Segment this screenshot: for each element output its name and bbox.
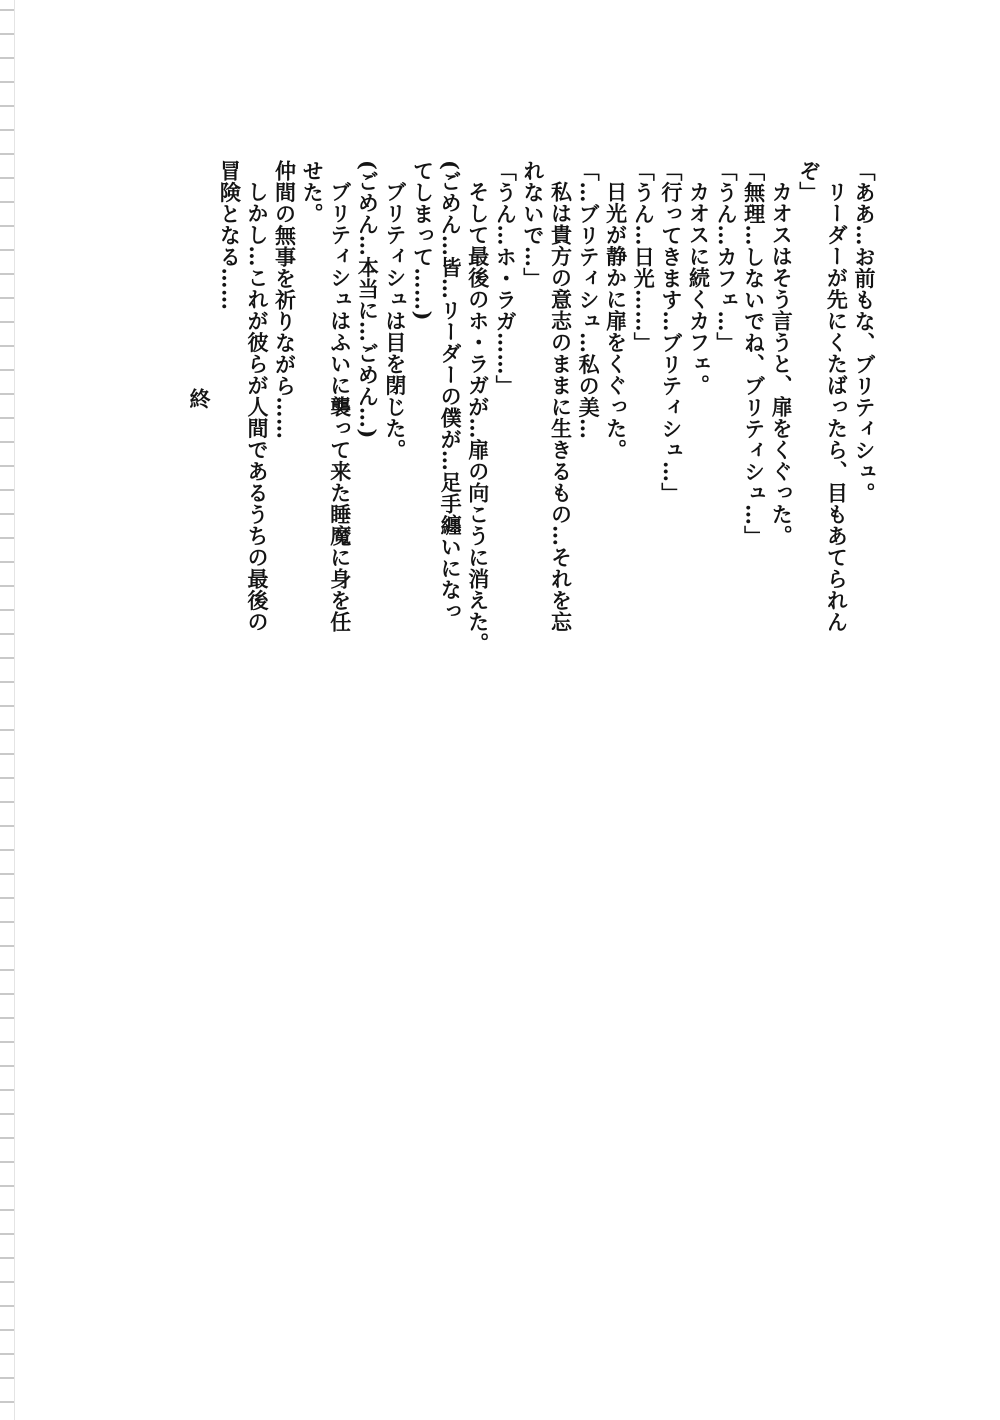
story-line: しかし…これが彼らが人間であるうちの最後の bbox=[244, 181, 270, 633]
story-line: カオスはそう言うと、扉をくぐった。 bbox=[769, 181, 795, 547]
story-line: 「うん…カフェ…」 bbox=[714, 160, 740, 354]
story-line: 冒険となる…… bbox=[217, 160, 243, 311]
story-line: ぞ」 bbox=[796, 160, 822, 203]
story-line: 仲間の無事を祈りながら…… bbox=[272, 160, 298, 440]
story-line: (ごめん…本当に…ごめん…) bbox=[355, 160, 381, 439]
story-line: 日光が静かに扉をくぐった。 bbox=[603, 181, 629, 461]
story-line: せた。 bbox=[300, 160, 326, 225]
story-line: ブリティシュは目を閉じた。 bbox=[382, 181, 408, 461]
story-line: ブリティシュはふいに襲って来た睡魔に身を任 bbox=[327, 181, 353, 633]
story-line: 「うん…ホ・ラガ……」 bbox=[493, 160, 519, 397]
story-line: 「うん…日光……」 bbox=[631, 160, 657, 354]
story-line: カオスに続くカフェ。 bbox=[686, 181, 712, 396]
end-mark: 終 bbox=[187, 388, 212, 409]
story-line: 私は貴方の意志のままに生きるもの…それを忘 bbox=[548, 181, 574, 633]
story-line: てしまって……) bbox=[410, 160, 436, 321]
story-line: れないで…」 bbox=[520, 160, 546, 289]
story-line: そして最後のホ・ラガが…扉の向こうに消えた。 bbox=[465, 181, 491, 654]
story-line: 「…ブリティシュ…私の美… bbox=[576, 160, 602, 440]
story-line: 「無理…しないでね、ブリティシュ…」 bbox=[741, 160, 767, 547]
story-text-column-block bbox=[216, 160, 878, 654]
story-line: リーダーが先にくたばったら、目もあてられん bbox=[824, 181, 850, 633]
story-line: 「行ってきます…ブリティシュ…」 bbox=[658, 160, 684, 504]
story-line: (ごめん…皆…リーダーの僕が…足手纏いになっ bbox=[438, 160, 464, 622]
page-binding-edge bbox=[0, 0, 15, 1420]
story-line: 「ああ…お前もな、ブリティシュ。 bbox=[852, 160, 877, 504]
